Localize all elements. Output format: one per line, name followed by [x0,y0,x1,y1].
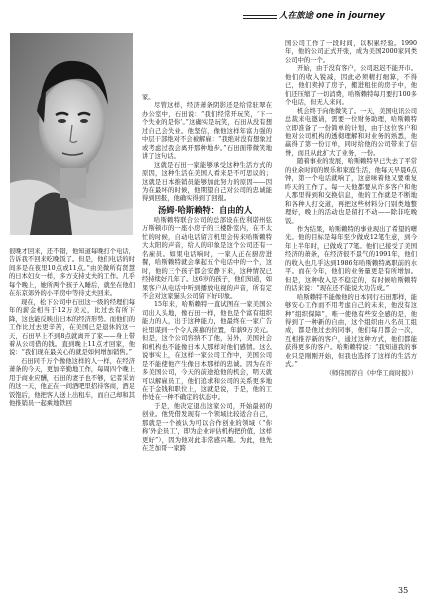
paragraph: 哈斯赖特联合公司的总部设在佐利诺州弦万斯顿市的一座小房子的三楼卧室内，在不太忙的时候，自动电话留言机里会传来哈斯赖特大太阳的声音，给人的印象是这个公司还有一名雇员。如果电话响时，一家人正在厨房进餐，哈斯赖特就会拿起五个电话中的一个，这时，他的三个孩子都会安静下来，这种情况已经持续好几年了。这6岁的孩子，他们知道，如果客户从电话中听到播放电视的声音，所有定不会对这家猫头公司留下好印象。 [142,216,272,300]
paragraph: 于是，他决定退出这家公司，开始最初的创业。他凭借发现有一个领域比较适合自己，那就是一个被认为可以合作创业的领域（“你称‘外企员工’，即为企业评估机构把价值，这样更好”），因为他对此非常感兴趣。为此，他先在芝加哥一家跨 [142,402,272,453]
header-rule-lower [243,18,277,19]
portrait-photo [10,33,133,235]
paragraph: 尽管这样，经济萧条阴影还是给常驻翠在办公室中，石田说：“我们经常开玩笑，‘下一个失业的是你’。”这确实是玩笑，石田从没有想过自己会失业。他坚信，像他这样年富力强的中层干部绝对不会被解雇：“我绝对没有想象过或考虑过我会离开那种地步。”石田面带微笑地讲了这句话。 [142,102,272,161]
header-rule [243,15,277,16]
paragraph: 这就是石田一家能够承受这种生活方式的原因，这种生活在美国人看来是不可思议的；这就是日本推销员能够加此努力的原因——因为在最坏的时候，他期望自己对公司的忠诚能得到回报，他确实得到了回报。 [142,161,272,203]
section-header [243,8,419,25]
paragraph: 国公司工作了一段时间，以积累经验。1990年，他的公司正式开张，成为美国2000家同类公司中的一个。 [285,40,417,64]
column-2 [142,94,272,566]
paragraph: 15年来，哈斯赖特一直试图在一家美国公司出人头地，像石田一样，他也是个富有组织能力的人，出于这种能力，他最终在一家广告社里谋到一个令人羡慕的位置，年薪9万美元。但是，这个公司容纳不了他，另外，美国社会和机构也不能像日本人那样对他们感情。这么说事实上，在这样一家公司工作中，美国公司是不能使他产生像日本那样的忠诚。因为在许多美国公司，今天的前途抢他的机会，明天就可以解雇员工，他们追求和公司的关系更多地在于金钱和职位上，这就是说，于是，他的工作处在一种不确定的状态中。 [142,301,272,402]
paragraph: 现在，松下公司中石田这一级的经理们每年的薪金相当于12万美元，比过去有所下降，这也能反映出日本的经济形势。而他们的工作比过去更辛苦，在美国已是退休的这一天，石田早上不到8点就离开了家——身上带着从公司借的钱。直到晚上11点才回家，他说：“我们现在最关心的就是如何增加销售。” [9,298,135,357]
paragraph: 石田同千万个像他这样的人一样，在经济萧条的今天，更加辛勤地工作，每周四个晚上用于商业应酬，石田的妻子也不够，记者采访的这一天，他正在一间酒吧里招待客商，酒足饭饱后，他把客人送上出租车，而自己却和其他推销员一起乘地铁回 [9,357,135,408]
paragraph: 随着事业的发展，哈斯赖特早已失去了平常的业余时间的娱乐和家庭生活，他每天早晨6点钟，第一个电话就响了，这意味着他又要重复昨天的工作了。每一天他都要从许多客户和他人那里得到和交换信息，他的工作就是不断地和各种人打交道，再把这些材料分门别类地整理好，晚上的活动也是留打不动——除非吃晚饭。 [285,158,417,225]
paragraph: 机会终于向他微笑了。一天，美国电讯公司总裁来电邀请，需要一位财务助理，哈斯赖特立即准备了一份简单的计划，由于这位客户和他对公司机构的透彻理解和对业务的熟悉，他赢得了第一份订单，同时给他的公司带来了信誉，而且从此扩大了业务，一份。 [285,107,417,157]
section-title: 人在旅途 one in journey [279,11,385,21]
paragraph: 作为结果，哈斯赖特的事业现出了希望的曙光。他的目标是每年至少做成12笔生意，到今年上半年时，已做成了7笔。他们已接受了美国经济的萧条，在经济很不景气的1991年，他们的收入也几乎达到1986年哈斯赖特离职前的水平。而在今年，他们的业务量更是有所增加。但是，这种收入是不稳定的，有时候哈斯赖特的话来说：“现在还不能说大功告成。” [285,225,417,293]
paragraph: 开始，由于没有客户，公司迟迟不能开市。他们的收入锐减，因此必须精打细算，不得已，他们卖掉了房子，搬进租住的房子中，他们还压缩了一切消费，哈斯赖特每月要打100多个电话，但无人来问。 [285,65,417,107]
paragraph: 很晚才回来，还不错，他知道每晚打个电话，告诉我不回来吃晚饭了。但是，他们电话的时间多是在夜里10点或11点。”由美微所有贤慧的日本妇女一样，多方支持丈夫的工作。几乎每个晚上，她所两个孩子入睡后，就坐在他们在东京郊外的小平房中等待丈夫回来。 [9,248,135,298]
column-1 [9,248,135,566]
page-number: 35 [398,586,409,595]
source-credit: （师伟国荐自《中华工商时报》） [325,369,417,377]
paragraph: 哈斯赖特不能像他的日本同行石田那样，能够安心工作而不用考虑自己的未来，他没有这种“组织保障”，唯一使他有些安全感的是，他得到了一种新的自由，这个组织由八名员工组成，都是他过去的同事，他们每月都会一次，互相推荐新的客户，通过这种方式，他们都能获得更多的客户。哈斯赖特说：“我知道我的事业只是刚刚开始，但我也选择了这样的生活方式。” [285,293,417,369]
column-3 [285,40,417,566]
paragraph: 家。 [142,94,155,101]
section-subheading: 汤姆·哈斯赖特：自由的人 [158,204,253,215]
